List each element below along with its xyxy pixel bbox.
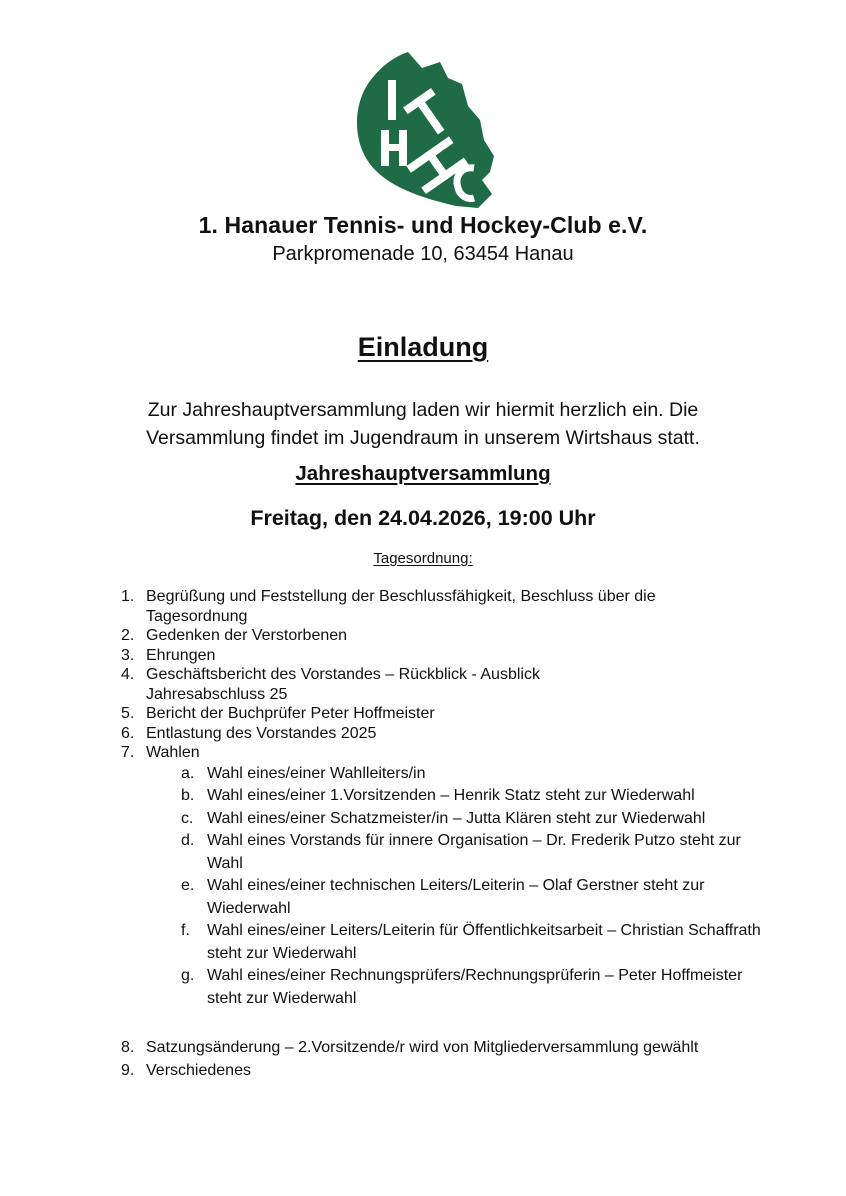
meeting-name: Jahreshauptversammlung xyxy=(295,462,551,485)
agenda-item xyxy=(121,724,761,744)
election-item-text: Wahl eines/einer Wahlleiters/in xyxy=(207,764,426,782)
agenda-item-number: 8. xyxy=(121,1039,135,1056)
agenda-item-number: 9. xyxy=(121,1062,135,1079)
agenda-item-text: Gedenken der Verstorbenen xyxy=(146,627,348,644)
agenda-item-text: Wahlen xyxy=(146,744,200,761)
election-item-text: Wahl eines/einer Leiters/Leiterin für Öffentlichkeitsarbeit – Christian Schaffrath steht zur Wiederwahl xyxy=(207,922,761,962)
election-item-letter: e. xyxy=(181,877,195,894)
election-item-text: Wahl eines/einer Rechnungsprüfers/Rechnungsprüferin – Peter Hoffmeister steht zur Wiederwahl xyxy=(207,967,743,1007)
agenda-item-text: Entlastung des Vorstandes 2025 xyxy=(146,724,377,742)
agenda-item xyxy=(121,743,761,763)
elections-list xyxy=(181,763,761,1011)
election-item-letter: b. xyxy=(181,787,195,804)
spacer xyxy=(121,1010,761,1036)
agenda-item xyxy=(121,587,761,626)
page-title: Einladung xyxy=(357,332,489,362)
agenda-item xyxy=(121,704,761,724)
election-item xyxy=(181,808,761,831)
agenda-title: Tagesordnung: xyxy=(373,550,473,567)
election-item-letter: g. xyxy=(181,967,195,984)
agenda-item-number: 6. xyxy=(121,724,135,742)
agenda-list xyxy=(121,587,761,1082)
agenda-item-text: Satzungsänderung – 2.Vorsitzende/r wird von Mitgliederversammlung gewählt xyxy=(146,1039,699,1056)
leaf-logo-icon xyxy=(352,48,500,214)
election-item-text: Wahl eines/einer Schatzmeister/in – Jutta Klären steht zur Wiederwahl xyxy=(207,809,706,827)
club-address: Parkpromenade 10, 63454 Hanau xyxy=(272,243,574,265)
intro-line-2: Versammlung findet im Jugendraum in unserem Wirtshaus statt. xyxy=(146,427,700,449)
intro-text xyxy=(0,396,846,452)
election-item xyxy=(181,785,761,808)
election-item xyxy=(181,875,761,920)
election-item-text: Wahl eines/einer 1.Vorsitzenden – Henrik Statz steht zur Wiederwahl xyxy=(207,787,695,804)
agenda-item xyxy=(121,1059,761,1082)
agenda-item-number: 3. xyxy=(121,646,135,664)
club-name: 1. Hanauer Tennis- und Hockey-Club e.V. xyxy=(198,212,648,238)
election-item xyxy=(181,763,761,786)
agenda-item-number: 7. xyxy=(121,744,135,761)
agenda-item xyxy=(121,646,761,666)
agenda-item-number: 2. xyxy=(121,627,135,644)
agenda-item-number: 5. xyxy=(121,705,135,722)
agenda-item-text: Geschäftsbericht des Vorstandes – Rückblick - Ausblick xyxy=(146,666,540,683)
intro-line-1: Zur Jahreshauptversammlung laden wir hiermit herzlich ein. Die xyxy=(147,399,699,421)
election-item xyxy=(181,830,761,875)
agenda-item-number: 4. xyxy=(121,666,135,683)
election-item-letter: f. xyxy=(181,922,190,939)
agenda-item-text: Verschiedenes xyxy=(146,1062,251,1079)
election-item-letter: d. xyxy=(181,832,195,849)
agenda-item-text: Begrüßung und Feststellung der Beschlussfähigkeit, Beschluss über die Tagesordnung xyxy=(146,588,656,625)
election-item-text: Wahl eines/einer technischen Leiters/Leiterin – Olaf Gerstner steht zur Wiederwahl xyxy=(207,877,705,917)
election-item xyxy=(181,965,761,1010)
election-item-letter: c. xyxy=(181,809,194,827)
election-item-text: Wahl eines Vorstands für innere Organisation – Dr. Frederik Putzo steht zur Wahl xyxy=(207,832,741,872)
agenda-item xyxy=(121,665,761,704)
agenda-item-number: 1. xyxy=(121,588,135,605)
agenda-item-text: Ehrungen xyxy=(146,646,216,664)
club-logo xyxy=(352,48,500,214)
meeting-datetime: Freitag, den 24.04.2026, 19:00 Uhr xyxy=(250,506,596,530)
agenda-item-text-continued: Jahresabschluss 25 xyxy=(146,685,288,703)
agenda-item xyxy=(121,626,761,646)
election-item xyxy=(181,920,761,965)
agenda-item-text: Bericht der Buchprüfer Peter Hoffmeister xyxy=(146,705,435,722)
agenda-item xyxy=(121,1036,761,1059)
election-item-letter: a. xyxy=(181,764,195,782)
